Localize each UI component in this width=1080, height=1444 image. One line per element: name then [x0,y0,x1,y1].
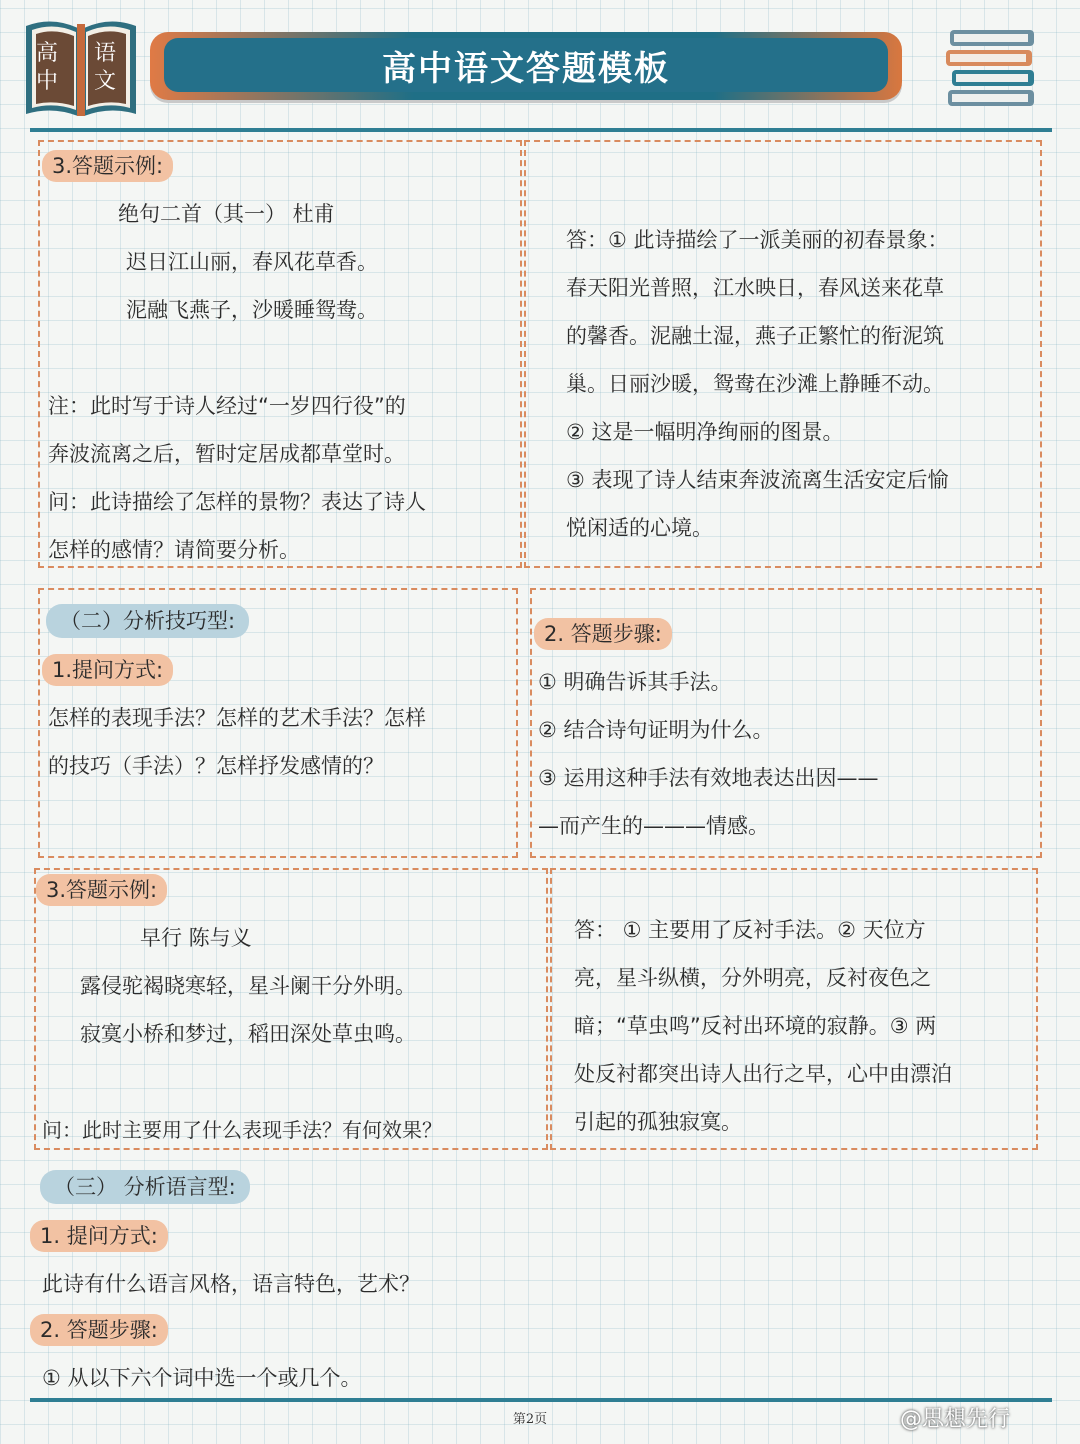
logo-text-left: 高 中 [36,41,59,94]
ask-label: 1.提问方式: [42,654,173,686]
example-label: 3.答题示例: [36,874,167,906]
answer-line: 暗；“草虫鸣”反衬出环境的寂静。③ 两 [574,1014,937,1038]
page-number: 第2页 [512,1412,548,1427]
page-title: 高中语文答题模板 [382,48,670,89]
ask-line: 的技巧（手法）？怎样抒发感情的？ [48,754,384,778]
poem-line: 露侵驼褐晓寒轻，星斗阑干分外明。 [80,974,416,998]
note-line: 奔波流离之后，暂时定居成都草堂时。 [48,442,405,466]
section-heading: （三） 分析语言型: [40,1170,250,1204]
book-stack-icon [944,28,1038,108]
poem-line: 寂寞小桥和梦过，稻田深处草虫鸣。 [80,1022,416,1046]
answer-line: ③ 表现了诗人结束奔波流离生活安定后愉 [566,468,949,492]
poem-line: 泥融飞燕子，沙暖睡鸳鸯。 [126,298,378,322]
title-banner [150,32,902,100]
poem-line: 迟日江山丽，春风花草香。 [126,250,378,274]
top-divider [30,128,1052,132]
step-line: —而产生的———情感。 [538,814,769,838]
step-line: ③ 运用这种手法有效地表达出因—— [538,766,879,790]
poem-title: 绝句二首（其一） 杜甫 [118,202,335,226]
step-line: ① 明确告诉其手法。 [538,670,732,694]
question-line: 问：此时主要用了什么表现手法？有何效果？ [42,1118,442,1142]
step-line: ② 结合诗句证明为什么。 [538,718,774,742]
answer-line: 答： ① 主要用了反衬手法。② 天位方 [574,918,926,942]
example-label: 3.答题示例: [42,150,173,182]
poem-title: 早行 陈与义 [140,926,252,950]
answer-line: 引起的孤独寂寞。 [574,1110,742,1134]
answer-line: 的馨香。泥融土湿，燕子正繁忙的衔泥筑 [566,324,944,348]
steps-label: 2. 答题步骤: [30,1314,168,1346]
watermark: @思想先行 [900,1407,1011,1432]
section-heading: （二）分析技巧型: [46,604,249,638]
note-line: 注：此时写于诗人经过“一岁四行役”的 [48,394,406,418]
ask-line: 怎样的表现手法？怎样的艺术手法？怎样 [48,706,426,730]
ask-line: 此诗有什么语言风格，语言特色，艺术？ [42,1272,420,1296]
answer-line: 巢。日丽沙暖，鸳鸯在沙滩上静睡不动。 [566,372,944,396]
answer-line: 处反衬都突出诗人出行之早，心中由漂泊 [574,1062,952,1086]
answer-line: 亮，星斗纵横，分外明亮，反衬夜色之 [574,966,931,990]
answer-line: 悦闲适的心境。 [566,516,713,540]
answer-line: ② 这是一幅明净绚丽的图景。 [566,420,844,444]
logo-text-right: 语 文 [94,41,117,94]
question-line: 怎样的感情？请简要分析。 [48,538,300,562]
steps-label: 2. 答题步骤: [534,618,672,650]
ask-label: 1. 提问方式: [30,1220,168,1252]
answer-line: 春天阳光普照，江水映日，春风送来花草 [566,276,944,300]
question-line: 问：此诗描绘了怎样的景物？表达了诗人 [48,490,426,514]
answer-line: 答：① 此诗描绘了一派美丽的初春景象： [566,228,949,252]
bottom-divider [30,1398,1052,1402]
step-line: ① 从以下六个词中选一个或几个。 [42,1366,362,1390]
